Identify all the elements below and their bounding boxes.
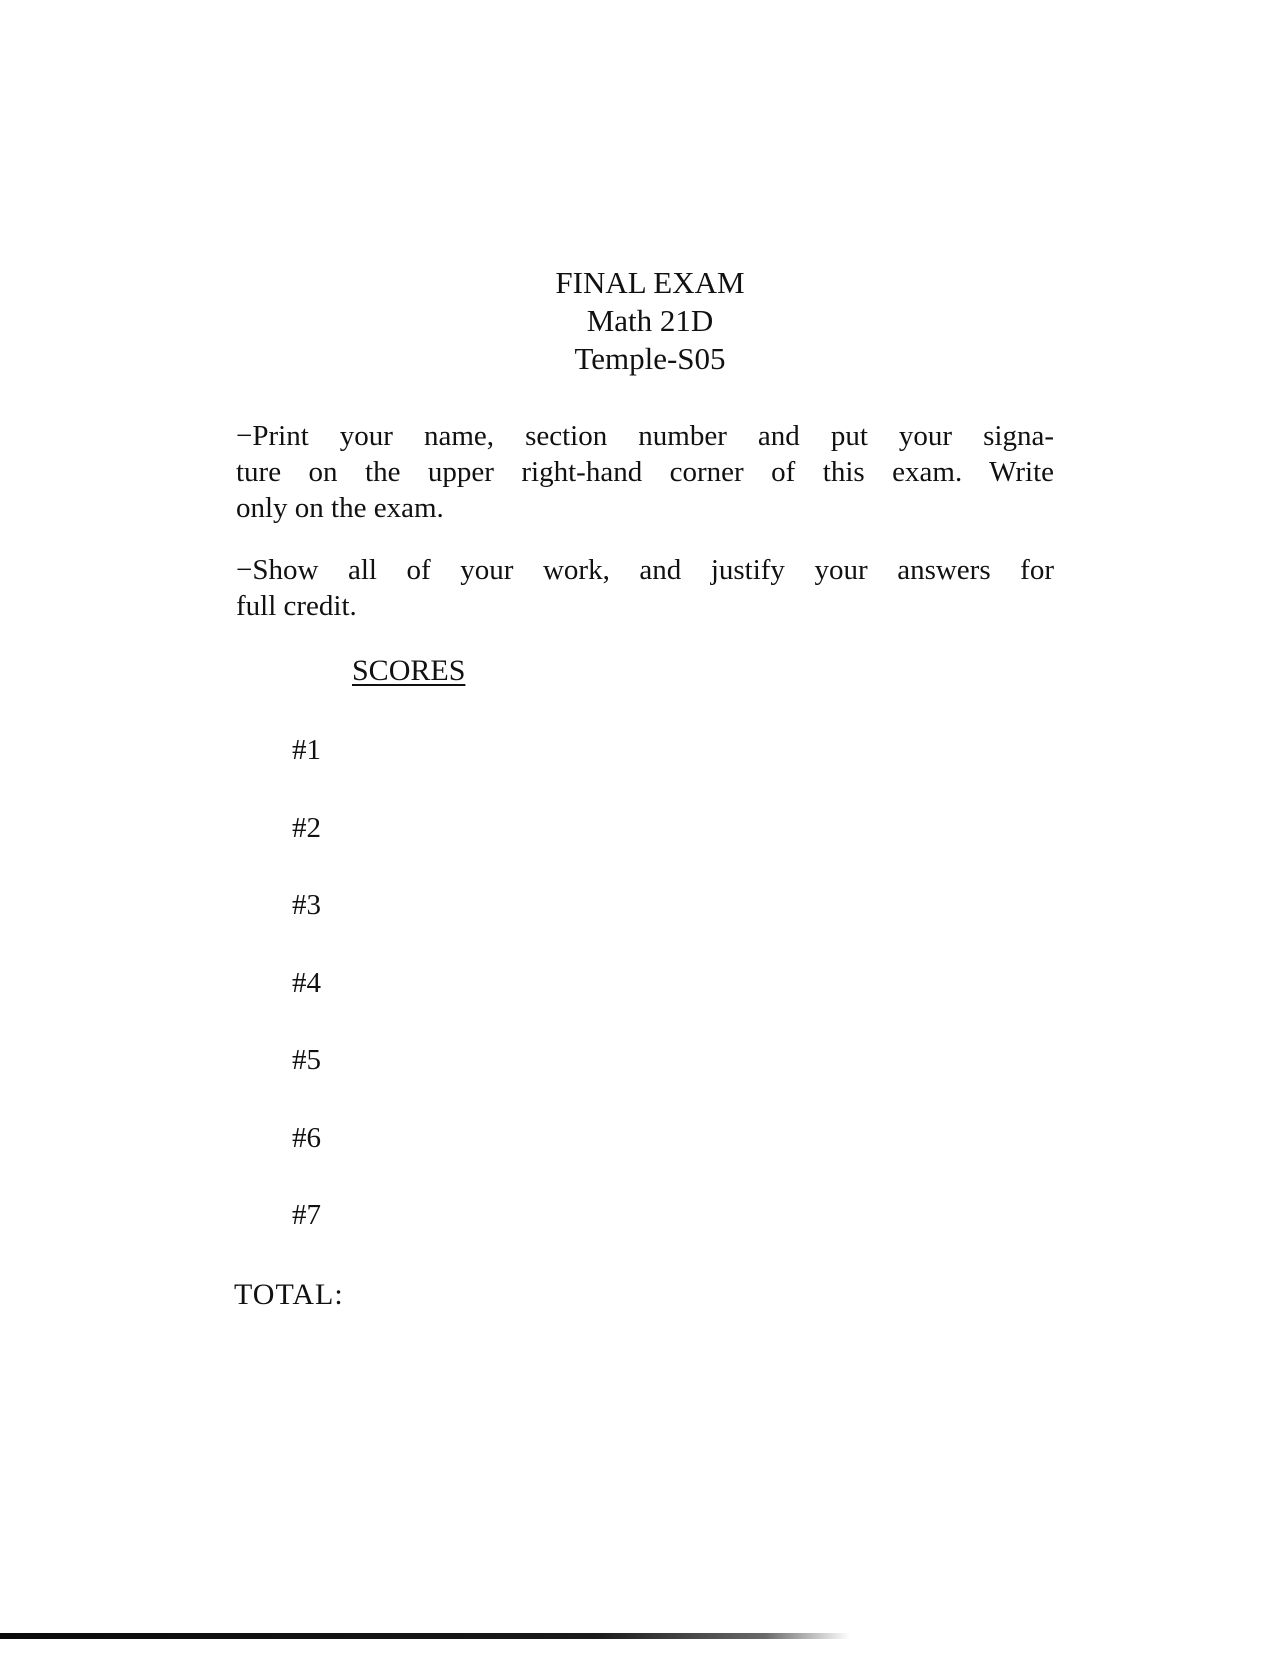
instructions — [236, 418, 1054, 650]
instruction-paragraph-2 — [236, 552, 1054, 624]
term-label: Temple-S05 — [574, 341, 726, 376]
score-item-1: #1 — [292, 734, 321, 766]
scan-edge-line — [0, 1633, 850, 1639]
exam-title: FINAL EXAM — [555, 265, 745, 300]
instruction-line: full credit. — [236, 590, 357, 622]
score-list — [292, 732, 321, 1275]
instruction-line: ture on the upper right-hand corner of this exam. Write — [236, 456, 1054, 488]
score-item-6: #6 — [292, 1121, 321, 1154]
exam-header — [440, 264, 860, 378]
instruction-paragraph-1 — [236, 418, 1054, 526]
score-item-4: #4 — [292, 966, 321, 999]
total-label: TOTAL: — [234, 1278, 344, 1311]
instruction-line: −Print your name, section number and put your signa- — [236, 420, 1054, 452]
score-item-5: #5 — [292, 1044, 321, 1076]
instruction-line: −Show all of your work, and justify your answers for — [236, 554, 1054, 586]
instruction-line: only on the exam. — [236, 492, 444, 524]
course-name: Math 21D — [586, 303, 714, 338]
score-item-2: #2 — [292, 811, 321, 844]
scores-heading: SCORES — [352, 654, 466, 687]
score-item-7: #7 — [292, 1199, 321, 1231]
score-item-3: #3 — [292, 889, 321, 921]
